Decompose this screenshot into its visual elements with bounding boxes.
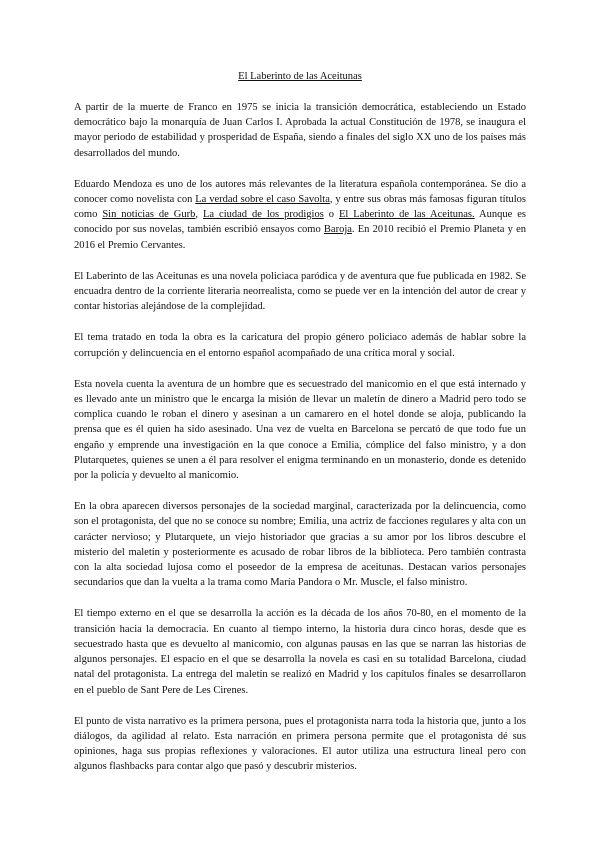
paragraph xyxy=(74,377,526,483)
paragraph-text: El tiempo externo en el que se desarrolla la acción es la década de los años 70-80, en el momento de la transición hacia la democracia. En cuanto al tiempo interno, la historia dura cinco horas, desde que es secuestrado hasta que es devuelto al manicomio, con algunas pausas en las que se narran las historias de algunos personajes. El espacio en el que se desarrolla la novela es casi en su totalidad Barcelona, ciudad natal del protagonista. La entrega del maletín se realizó en Madrid y los capítulos finales se desarrollaron en el pueblo de Sant Pere de Les Cirenes. xyxy=(74,608,526,696)
paragraph xyxy=(74,606,526,697)
paragraph-text: Esta novela cuenta la aventura de un hombre que es secuestrado del manicomio en el que está internado y es llevado ante un ministro que le encarga la misión de llevar un maletín de dinero a Madrid pero todo se complica cuando le roban el dinero y asesinan a un camarero en el hotel donde se aloja, publicando la prensa que es él quien ha sido asesinado. Una vez de vuelta en Barcelona se percató de que todo fue un engaño y emprende una investigación en la que conoce a Emilia, cómplice del falso ministro, y a don Plutarquetes, quienes se unen a él para resolver el enigma terminando en un monasterio, donde es detenido por la policía y devuelto al manicomio. xyxy=(74,378,526,482)
paragraph xyxy=(74,100,526,161)
paragraph xyxy=(74,177,526,253)
paragraph xyxy=(74,714,526,775)
paragraph-text: . En 2010 recibió el Premio Planeta y en 2016 el Premio Cervantes. xyxy=(74,224,526,251)
book-title-ref: El Laberinto de las Aceitunas. xyxy=(339,209,475,221)
book-title-ref: Sin noticias de Gurb xyxy=(102,209,196,221)
book-title-ref: Baroja xyxy=(323,224,352,236)
paragraph-text: En la obra aparecen diversos personajes de la sociedad marginal, caracterizada por la delincuencia, como son el protagonista, del que no se conoce su nombre; Emilia, una actriz de facciones regulares y alta con un carácter nervioso; y Plutarquete, un viejo historiador que gracias a su amor por los libros descubre el misterio del maletín y posteriormente es acusado de robar libros de la biblioteca. Pero también contrasta con la alta sociedad lujosa como el poseedor de la empresa de aceitunas. Destacan varios personajes secundarios que dan la vuelta a la trama como María Pandora o Mr. Muscle, el falso ministro. xyxy=(74,501,526,589)
paragraph xyxy=(74,330,526,360)
paragraph-text: , xyxy=(195,209,203,221)
paragraph-text: El tema tratado en toda la obra es la caricatura del propio género policiaco además de hablar sobre la corrupción y delincuencia en el entorno español acompañado de una crítica moral y social. xyxy=(74,332,526,359)
document-title: El Laberinto de las Aceitunas xyxy=(238,71,362,82)
paragraph-text: El punto de vista narrativo es la primera persona, pues el protagonista narra toda la historia que, junto a los diálogos, da agilidad al relato. Esta narración en primera persona permite que el protagonista dé sus opiniones, haga sus propias reflexiones y valoraciones. El autor utiliza una estructura lineal pero con algunos flashbacks para contar algo que pasó y descubrir misterios. xyxy=(74,715,526,773)
paragraph xyxy=(74,269,526,315)
document-body xyxy=(74,100,526,775)
paragraph-text: o xyxy=(323,209,339,221)
book-title-ref: La verdad sobre el caso Savolta xyxy=(195,194,330,206)
paragraph-text: Eduardo Mendoza es uno de los autores más relevantes de la literatura española contemporánea. Se dio a conocer como novelista con xyxy=(74,178,526,206)
paragraph xyxy=(74,499,526,590)
paragraph-text: Aunque es conocido por sus novelas, también escribió ensayos como xyxy=(74,209,527,236)
paragraph-text: , y entre sus obras más famosas figuran títulos como xyxy=(74,194,526,221)
paragraph-text: El Laberinto de las Aceitunas es una novela policiaca paródica y de aventura que fue publicada en 1982. Se encuadra dentro de la corriente literaria neorrealista, como se puede ver en la intención del autor de crear y contar historias alejándose de la complejidad. xyxy=(74,270,526,313)
paragraph-text: A partir de la muerte de Franco en 1975 se inicia la transición democrática, estableciendo un Estado democrático bajo la monarquía de Juan Carlos I. Aprobada la actual Constitución de 1978, se inaugura el mayor periodo de estabilidad y prosperidad de España, siendo a finales del siglo XX uno de los países más desarrollados del mundo. xyxy=(74,102,526,159)
book-title-ref: La ciudad de los prodigios xyxy=(203,209,324,221)
